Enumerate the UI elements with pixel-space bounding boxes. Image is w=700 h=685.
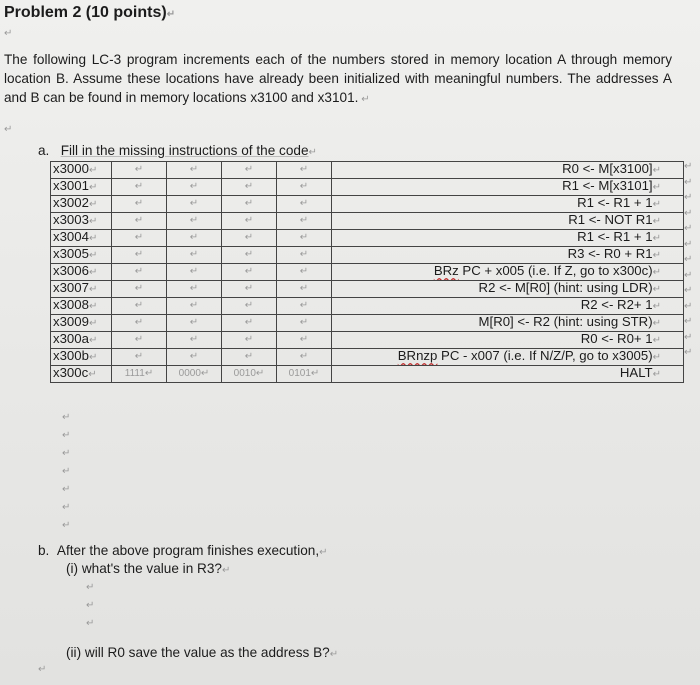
- bit-field-cell[interactable]: [167, 230, 222, 247]
- instruction-text: BRnzp PC - x007 (i.e. If N/Z/P, go to x3005): [397, 348, 653, 363]
- instruction-text: R0 <- M[x3100]: [562, 161, 653, 176]
- return-mark-icon: ↵: [189, 232, 199, 243]
- instruction-text: R1 <- NOT R1: [568, 212, 653, 227]
- bit-field-cell[interactable]: [167, 332, 222, 349]
- return-mark-icon: ↵: [684, 347, 693, 358]
- bit-field-cell[interactable]: [222, 315, 277, 332]
- bit-field-cell[interactable]: [112, 230, 167, 247]
- bit-field-cell[interactable]: [277, 332, 332, 349]
- return-mark-icon: ↵: [652, 250, 661, 261]
- return-mark-icon: ↵: [244, 283, 254, 294]
- return-mark-icon: ↵: [652, 284, 661, 295]
- address-cell: x3003↵: [51, 213, 112, 230]
- instruction-cell: [332, 213, 684, 230]
- instruction-cell: [332, 230, 684, 247]
- return-mark-icon: ↵: [244, 334, 254, 345]
- return-mark-icon: ↵: [684, 300, 693, 312]
- return-mark-icon: ↵: [299, 249, 309, 260]
- return-mark-icon: ↵: [684, 285, 693, 296]
- bit-field-cell[interactable]: [222, 179, 277, 196]
- return-mark-icon: ↵: [38, 664, 47, 675]
- return-mark-icon: ↵: [652, 318, 661, 329]
- return-mark-icon: ↵: [134, 181, 144, 192]
- bit-field-cell[interactable]: [222, 332, 277, 349]
- return-mark-icon: ↵: [358, 94, 370, 105]
- return-mark-icon: ↵: [88, 267, 98, 278]
- return-mark-icon: ↵: [189, 164, 199, 175]
- instruction-cell: [332, 179, 684, 196]
- instruction-text: HALT: [619, 365, 653, 380]
- bit-field-cell[interactable]: [277, 162, 332, 179]
- return-mark-icon: ↵: [244, 215, 254, 226]
- bit-field-cell[interactable]: [112, 332, 167, 349]
- return-mark-icon: ↵: [299, 198, 309, 209]
- spellcheck-flag: BRnzp: [397, 348, 438, 363]
- address-cell: x3006↵: [51, 264, 112, 281]
- return-mark-icon: ↵: [189, 266, 199, 277]
- return-mark-icon: ↵: [244, 317, 254, 328]
- spellcheck-flag: BRz: [433, 263, 459, 278]
- return-mark-icon: ↵: [299, 351, 309, 362]
- return-mark-icon: ↵: [88, 199, 98, 210]
- return-mark-icon: ↵: [189, 351, 199, 362]
- return-mark-icon: ↵: [299, 300, 309, 311]
- bit-field-cell[interactable]: [167, 281, 222, 298]
- instruction-text: R1 <- R1 + 1: [577, 229, 653, 244]
- table-row: [51, 196, 684, 213]
- bit-field-cell[interactable]: [112, 281, 167, 298]
- return-mark-icon: ↵: [652, 199, 661, 210]
- return-mark-icon: ↵: [134, 198, 144, 209]
- return-mark-icon: ↵: [299, 283, 309, 294]
- return-mark-icon: ↵: [244, 300, 254, 311]
- instruction-cell: [332, 264, 684, 281]
- return-mark-icon: ↵: [144, 368, 154, 379]
- return-mark-icon: ↵: [244, 232, 254, 243]
- return-mark-icon: ↵: [134, 351, 144, 362]
- return-mark-icon: ↵: [88, 352, 98, 363]
- return-mark-icon: ↵: [244, 249, 254, 260]
- return-mark-icon: ↵: [189, 181, 199, 192]
- instruction-text: R2 <- M[R0] (hint: using LDR): [478, 280, 653, 295]
- bit-field-cell[interactable]: [222, 349, 277, 366]
- return-mark-icon: ↵: [4, 28, 13, 39]
- return-mark-icon: ↵: [244, 198, 254, 209]
- instruction-text: R0 <- R0+ 1: [580, 331, 653, 346]
- return-mark-icon: ↵: [652, 216, 661, 227]
- bit-field-cell[interactable]: [222, 196, 277, 213]
- return-mark-icon: ↵: [134, 334, 144, 345]
- return-mark-icon: ↵: [88, 284, 98, 295]
- return-mark-icon: ↵: [62, 520, 71, 531]
- return-mark-icon: ↵: [684, 176, 693, 188]
- return-mark-icon: ↵: [308, 147, 317, 158]
- address-cell: x300a↵: [51, 332, 112, 349]
- instruction-cell: [332, 349, 684, 366]
- return-mark-icon: ↵: [684, 223, 693, 234]
- return-mark-icon: ↵: [652, 335, 661, 346]
- table-row: [51, 349, 684, 366]
- return-mark-icon: ↵: [189, 249, 199, 260]
- problem-description: The following LC-3 program increments each of the numbers stored in memory location A through memory location B. Assume these locations have already been initialized with meaningful numbers. The addresses A and B can be found in memory locations x3100 and x3101. ↵: [4, 52, 672, 105]
- table-row: [51, 247, 684, 264]
- return-mark-icon: ↵: [299, 266, 309, 277]
- return-mark-icon: ↵: [134, 317, 144, 328]
- return-mark-icon: ↵: [62, 448, 71, 459]
- bit-field-cell[interactable]: 0101↵: [277, 366, 332, 383]
- bit-field-cell[interactable]: [277, 315, 332, 332]
- bit-field-cell[interactable]: [167, 264, 222, 281]
- return-mark-icon: ↵: [200, 368, 210, 379]
- instruction-cell: [332, 196, 684, 213]
- return-mark-icon: ↵: [4, 124, 13, 135]
- return-mark-icon: ↵: [88, 369, 97, 380]
- return-mark-icon: ↵: [189, 334, 199, 345]
- return-mark-icon: ↵: [134, 215, 144, 226]
- bit-field-cell[interactable]: [167, 196, 222, 213]
- bit-field-cell[interactable]: 0000↵: [167, 366, 222, 383]
- return-mark-icon: ↵: [221, 565, 231, 576]
- bit-field-cell[interactable]: [277, 281, 332, 298]
- return-mark-icon: ↵: [684, 254, 693, 265]
- bit-field-cell[interactable]: [222, 281, 277, 298]
- return-mark-icon: ↵: [88, 216, 98, 227]
- bit-field-cell[interactable]: [277, 196, 332, 213]
- return-mark-icon: ↵: [88, 318, 98, 329]
- bit-field-cell[interactable]: [277, 298, 332, 315]
- return-mark-icon: ↵: [652, 182, 661, 193]
- bit-field-cell[interactable]: [222, 298, 277, 315]
- return-mark-icon: ↵: [88, 250, 98, 261]
- return-mark-icon: ↵: [299, 164, 309, 175]
- address-cell: x300c↵: [51, 366, 112, 383]
- return-mark-icon: ↵: [684, 161, 693, 172]
- return-mark-icon: ↵: [299, 334, 309, 345]
- address-cell: x3000↵: [51, 162, 112, 179]
- instruction-cell: [332, 298, 684, 315]
- table-row: [51, 179, 684, 196]
- return-mark-icon: ↵: [684, 331, 693, 343]
- code-table: [50, 161, 684, 383]
- bit-field-cell[interactable]: [277, 264, 332, 281]
- address-cell: x3009↵: [51, 315, 112, 332]
- return-mark-icon: ↵: [189, 215, 199, 226]
- instruction-cell: [332, 281, 684, 298]
- return-mark-icon: ↵: [134, 300, 144, 311]
- table-row: [51, 230, 684, 247]
- instruction-cell: [332, 162, 684, 179]
- bit-field-cell[interactable]: [112, 213, 167, 230]
- bit-field-cell[interactable]: [112, 264, 167, 281]
- return-mark-icon: ↵: [134, 232, 144, 243]
- question-i: (i) what's the value in R3?↵: [66, 561, 231, 576]
- table-row: [51, 315, 684, 332]
- instruction-cell: [332, 366, 684, 383]
- return-mark-icon: ↵: [189, 283, 199, 294]
- return-mark-icon: ↵: [684, 192, 693, 203]
- instruction-cell: [332, 247, 684, 264]
- bit-field-cell[interactable]: [167, 315, 222, 332]
- bit-field-cell[interactable]: [167, 179, 222, 196]
- return-mark-icon: ↵: [244, 351, 254, 362]
- address-cell: x3002↵: [51, 196, 112, 213]
- bit-field-cell[interactable]: [277, 349, 332, 366]
- address-cell: x3007↵: [51, 281, 112, 298]
- return-mark-icon: ↵: [244, 181, 254, 192]
- return-mark-icon: ↵: [86, 582, 95, 593]
- instruction-text: R1 <- R1 + 1: [577, 195, 653, 210]
- table-row: [51, 366, 684, 383]
- return-mark-icon: ↵: [684, 269, 693, 281]
- return-mark-icon: ↵: [652, 301, 661, 312]
- part-a-heading: a. Fill in the missing instructions of the code↵: [38, 143, 317, 158]
- return-mark-icon: ↵: [189, 198, 199, 209]
- instruction-text: M[R0] <- R2 (hint: using STR): [478, 314, 653, 329]
- bit-field-cell[interactable]: [167, 162, 222, 179]
- bit-field-cell[interactable]: 1111↵: [112, 366, 167, 383]
- return-mark-icon: ↵: [299, 232, 309, 243]
- return-mark-icon: ↵: [299, 181, 309, 192]
- instruction-text: BRz PC + x005 (i.e. If Z, go to x300c): [433, 263, 653, 278]
- instruction-text: R1 <- M[x3101]: [562, 178, 653, 193]
- table-row: [51, 162, 684, 179]
- table-row: [51, 298, 684, 315]
- return-mark-icon: ↵: [62, 430, 71, 441]
- return-mark-icon: ↵: [88, 301, 98, 312]
- return-mark-icon: ↵: [310, 368, 320, 379]
- return-mark-icon: ↵: [166, 9, 176, 20]
- return-mark-icon: ↵: [244, 164, 254, 175]
- address-cell: x3008↵: [51, 298, 112, 315]
- return-mark-icon: ↵: [134, 266, 144, 277]
- table-row: [51, 213, 684, 230]
- return-mark-icon: ↵: [329, 649, 339, 660]
- bit-field-cell[interactable]: [277, 247, 332, 264]
- bit-field-cell[interactable]: [222, 162, 277, 179]
- return-mark-icon: ↵: [652, 165, 661, 176]
- bit-field-cell[interactable]: [112, 179, 167, 196]
- bit-field-cell[interactable]: [112, 315, 167, 332]
- bit-field-cell[interactable]: [222, 213, 277, 230]
- bit-field-cell[interactable]: [167, 298, 222, 315]
- return-mark-icon: ↵: [255, 368, 265, 379]
- bit-field-cell[interactable]: [112, 162, 167, 179]
- return-mark-icon: ↵: [684, 207, 693, 219]
- bit-field-cell[interactable]: [277, 230, 332, 247]
- address-cell: x300b↵: [51, 349, 112, 366]
- bit-field-cell[interactable]: [167, 247, 222, 264]
- return-mark-icon: ↵: [88, 165, 98, 176]
- row-end-marks: [684, 161, 698, 363]
- table-row: [51, 332, 684, 349]
- address-cell: x3001↵: [51, 179, 112, 196]
- return-mark-icon: ↵: [62, 502, 71, 513]
- return-mark-icon: ↵: [134, 283, 144, 294]
- return-mark-icon: ↵: [684, 238, 693, 250]
- return-mark-icon: ↵: [244, 266, 254, 277]
- bit-field-cell[interactable]: 0010↵: [222, 366, 277, 383]
- return-mark-icon: ↵: [684, 316, 693, 327]
- table-row: [51, 281, 684, 298]
- instruction-cell: [332, 315, 684, 332]
- bit-field-cell[interactable]: [222, 247, 277, 264]
- return-mark-icon: ↵: [319, 547, 328, 558]
- bit-field-cell[interactable]: [277, 179, 332, 196]
- bit-field-cell[interactable]: [167, 213, 222, 230]
- bit-field-cell[interactable]: [112, 247, 167, 264]
- bit-field-cell[interactable]: [112, 349, 167, 366]
- return-mark-icon: ↵: [134, 164, 144, 175]
- bit-field-cell[interactable]: [222, 264, 277, 281]
- return-mark-icon: ↵: [62, 466, 71, 477]
- return-mark-icon: ↵: [86, 618, 95, 629]
- table-row: [51, 264, 684, 281]
- return-mark-icon: ↵: [86, 600, 95, 611]
- bit-field-cell[interactable]: [112, 196, 167, 213]
- bit-field-cell[interactable]: [112, 298, 167, 315]
- return-mark-icon: ↵: [299, 317, 309, 328]
- bit-field-cell[interactable]: [222, 230, 277, 247]
- return-mark-icon: ↵: [62, 412, 71, 423]
- return-mark-icon: ↵: [652, 369, 661, 380]
- return-mark-icon: ↵: [652, 233, 661, 244]
- return-mark-icon: ↵: [88, 233, 98, 244]
- problem-title: Problem 2 (10 points)↵: [4, 4, 176, 21]
- return-mark-icon: ↵: [88, 335, 98, 346]
- return-mark-icon: ↵: [62, 484, 71, 495]
- part-b-heading: b. After the above program finishes execution,↵: [38, 543, 328, 558]
- question-ii: (ii) will R0 save the value as the address B?↵: [66, 645, 339, 660]
- return-mark-icon: ↵: [299, 215, 309, 226]
- return-mark-icon: ↵: [652, 267, 661, 278]
- return-mark-icon: ↵: [88, 182, 98, 193]
- address-cell: x3005↵: [51, 247, 112, 264]
- bit-field-cell[interactable]: [277, 213, 332, 230]
- return-mark-icon: ↵: [189, 317, 199, 328]
- instruction-cell: [332, 332, 684, 349]
- return-mark-icon: ↵: [652, 352, 661, 363]
- return-mark-icon: ↵: [134, 249, 144, 260]
- instruction-text: R3 <- R0 + R1: [567, 246, 653, 261]
- return-mark-icon: ↵: [189, 300, 199, 311]
- bit-field-cell[interactable]: [167, 349, 222, 366]
- instruction-text: R2 <- R2+ 1: [580, 297, 653, 312]
- address-cell: x3004↵: [51, 230, 112, 247]
